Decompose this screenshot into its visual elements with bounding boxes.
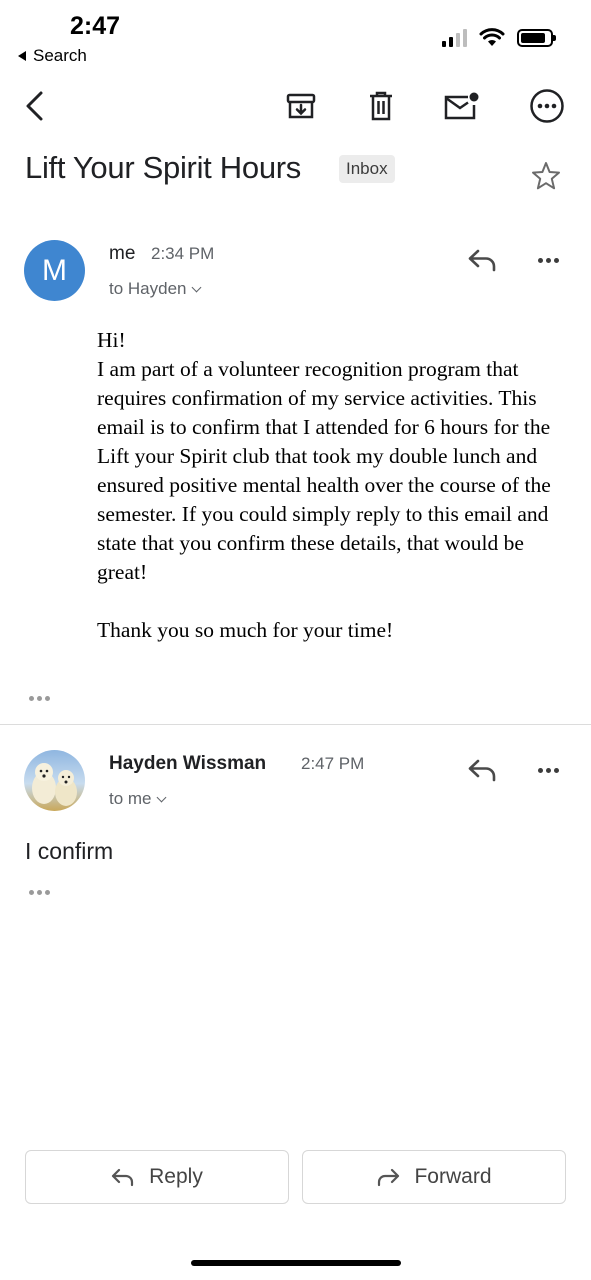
email-subject: Lift Your Spirit Hours (25, 150, 301, 185)
chevron-down-icon (191, 282, 201, 292)
home-indicator[interactable] (191, 1260, 401, 1266)
star-icon[interactable] (530, 160, 566, 196)
back-arrow-icon[interactable] (14, 86, 54, 126)
recipient-details[interactable] (109, 789, 165, 809)
message-time: 2:34 PM (151, 244, 215, 263)
reply-icon[interactable] (464, 752, 500, 788)
avatar (24, 750, 85, 811)
back-to-search[interactable] (18, 46, 87, 66)
reply-icon (111, 1167, 135, 1187)
more-options-icon[interactable] (527, 86, 567, 126)
sender-name: me (109, 243, 136, 264)
recipient-label: to me (109, 789, 152, 808)
message-time: 2:47 PM (301, 754, 365, 773)
battery-icon (517, 29, 553, 47)
message-divider (0, 724, 591, 725)
mark-unread-icon[interactable] (441, 86, 481, 126)
reply-button-label: Reply (149, 1165, 203, 1188)
show-trimmed-content-icon[interactable] (21, 680, 57, 716)
forward-button-label: Forward (414, 1165, 492, 1188)
back-triangle-icon (18, 51, 26, 61)
message-more-icon[interactable] (530, 752, 566, 788)
body-paragraph: I am part of a volunteer recognition program that requires confirmation of my service activities. This email is to confirm that I attended for 6 hours for the Lift your Spirit club that took my double lunch and ensured positive mental health over the course of the semester. If you could simply reply to this email and state that you confirm these details, that would be great! (97, 357, 551, 584)
chevron-down-icon (156, 792, 166, 802)
avatar: M (24, 240, 85, 301)
forward-icon (376, 1167, 400, 1187)
body-closing: Thank you so much for your time! (97, 618, 394, 642)
archive-icon[interactable] (281, 86, 321, 126)
back-to-search-label: Search (33, 46, 87, 65)
message-body (97, 326, 562, 645)
message-body: I confirm (25, 838, 114, 864)
wifi-icon (479, 28, 505, 48)
email-toolbar (0, 80, 591, 130)
sender-name: Hayden Wissman (109, 753, 267, 774)
recipient-details[interactable] (109, 279, 200, 299)
reply-icon[interactable] (464, 242, 500, 278)
body-greeting: Hi! (97, 328, 126, 352)
body-blank-line (97, 587, 562, 616)
delete-icon[interactable] (361, 86, 401, 126)
show-trimmed-content-icon[interactable] (21, 874, 57, 910)
recipient-label: to Hayden (109, 279, 187, 298)
status-indicators (442, 28, 553, 48)
cellular-signal-icon (442, 29, 467, 47)
status-time: 2:47 (70, 12, 121, 40)
reply-button[interactable] (25, 1150, 289, 1204)
forward-button[interactable] (302, 1150, 566, 1204)
message-more-icon[interactable] (530, 242, 566, 278)
inbox-label-chip[interactable]: Inbox (339, 155, 395, 183)
